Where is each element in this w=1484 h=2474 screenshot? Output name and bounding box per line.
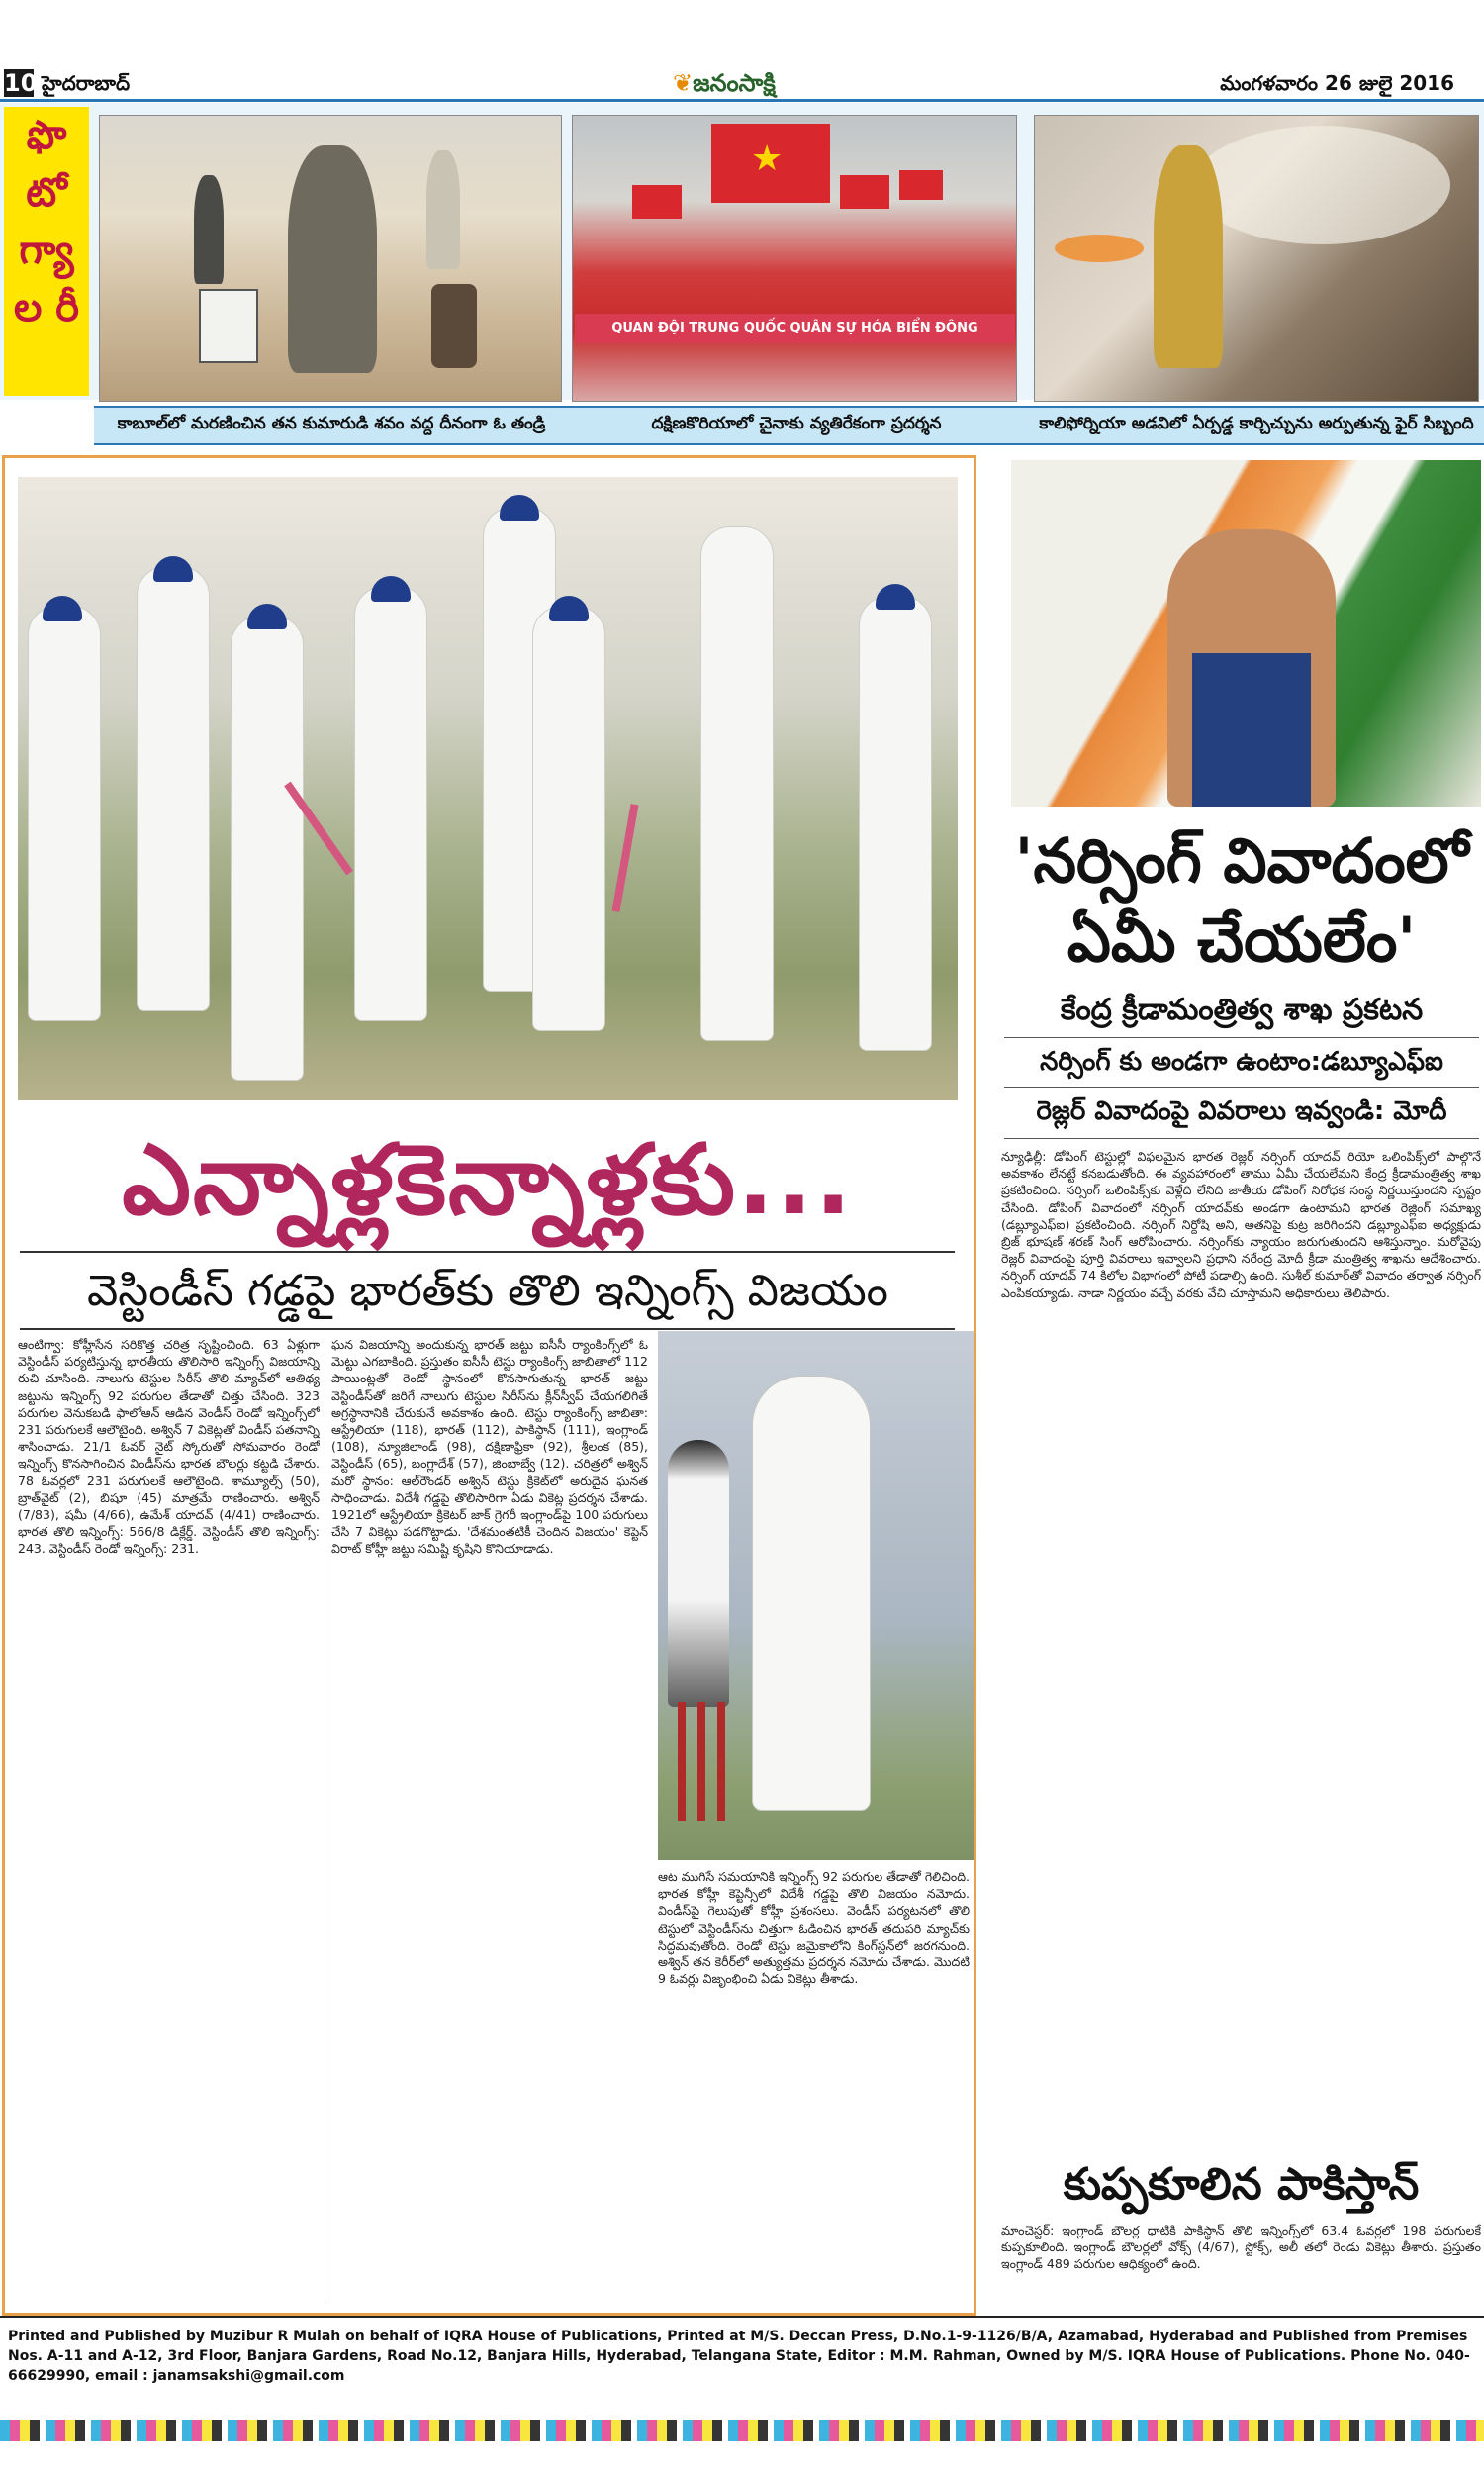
protest-flag [632, 185, 682, 219]
bowler-figure [752, 1376, 871, 1811]
firefighter-figure [1154, 145, 1223, 368]
memorial-portrait [199, 289, 258, 363]
flag-star-icon: ★ [751, 139, 784, 179]
narsingh-article: న్యూఢిల్లీ: డోపింగ్ టెస్టుల్లో విఫలమైన భారత రెజ్లర్ నర్సింగ్ యాదవ్ రియో ఒలింపిక్స్‌లో పాల్గొనే అవకాశం లేనట్టే కనబడుతోంది. ఈ వ్యవహారంలో తాము ఏమీ చేయలేమని కేంద్ర క్రీడామంత్రిత్వ శాఖ ప్రకటించింది. నర్సింగ్ ఒలింపిక్స్‌కు వెళ్లేది లేనిది జాతీయ డోపింగ్ నిరోధక సంస్థ నిర్ణయిస్తుందని స్పష్టం చేసింది. డోపింగ్ వివాదంలో నర్సింగ్ యాదవ్‌కు అండగా ఉంటామని భారత రెజ్లింగ్ సమాఖ్య (డబ్ల్యూఎఫ్ఐ) ప్రకటించింది. నర్సింగ్ నిర్దోషి అని, అతనిపై కుట్ర జరిగిందని డబ్ల్యూఎఫ్ఐ అధ్యక్షుడు బ్రిజ్ భూషణ్ శరణ్ సింగ్ ఆరోపించారు. నర్సింగ్‌కు న్యాయం జరుగుతుందని ఆశిస్తున్నాం. మరోవైపు రెజ్లర్ వివాదంపై పూర్తి వివరాలు ఇవ్వాలని ప్రధాని నరేంద్ర మోదీ క్రీడా మంత్రిత్వ శాఖను ఆదేశించారు. నర్సింగ్ యాదవ్ 74 కిలోల విభాగంలో పోటీ పడాల్సి ఉంది. సుశీల్ కుమార్‌తో వివాదం తర్వాత నర్సింగ్ ఎంపికయ్యాడు. నాడా నిర్ణయం వచ్చే వరకు వేచి చూస్తామని అధికారులు తెలిపారు. [1001, 1149, 1481, 1300]
cricket-article-col3: ఆట ముగిసే సమయానికి ఇన్నింగ్స్ 92 పరుగుల తేడాతో గెలిచింది. భారత కోహ్లీ కెప్టెన్సీలో విదేశీ గడ్డపై తొలి విజయం నమోదు. విండీస్‌పై గెలుపుతో కోహ్లీ ప్రశంసలు. వెండీస్ పర్యటనలో తొలి టెస్టులో వెస్టిండీస్‌ను చిత్తుగా ఓడించిన భారత్ తదుపరి మ్యాచ్‌కు సిద్ధమవుతోంది. రెండో టెస్టు జమైకాలోని కింగ్‌స్టన్‌లో జరగనుంది. అశ్విన్ తన కెరీర్‌లో అత్యుత్తమ ప్రదర్శన నమోదు చేశాడు. మొదటి 9 ఓవర్లు విజృంభించి ఏడు వికెట్లు తీశాడు. [658, 1869, 970, 1987]
team-cap [549, 596, 589, 621]
player-figure [532, 606, 605, 1031]
masthead-title: జనంసాక్షి [693, 69, 776, 97]
team-cap [876, 584, 915, 610]
narsingh-subhead-3: రెజ్లర్ వివాదంపై వివరాలు ఇవ్వండి: మోదీ [1036, 1096, 1447, 1126]
gallery-photo-fire [1034, 115, 1479, 402]
gallery-caption-1: కాబూల్‌లో మరణించిన తన కుమారుడి శవం వద్ద దీనంగా ఓ తండ్రి [117, 414, 546, 433]
footer-divider [0, 2316, 1484, 2318]
stump-souvenir [612, 804, 639, 912]
issue-date: మంగళవారం 26 జులై 2016 [1220, 71, 1454, 95]
cricket-headline: ఎన్నాళ్లకెన్నాళ్లకు... [122, 1124, 854, 1237]
pakistan-article: మాంచెస్టర్: ఇంగ్లాండ్ బౌలర్ల ధాటికి పాకిస్థాన్ తొలి ఇన్నింగ్స్‌లో 63.4 ఓవర్లలో 198 పరుగులకే కుప్పకూలింది. ఇంగ్లాండ్ బౌలర్లలో వోక్స్ (4/67), స్టోక్స్, అలీ తలో రెండు వికెట్లు తీశారు. ప్రస్తుతం ఇంగ్లాండ్ 489 పరుగుల ఆధిక్యంలో ఉంది. [1001, 2223, 1481, 2272]
gallery-photo-protest [572, 115, 1017, 402]
gallery-caption-2: దక్షిణకొరియాలో చైనాకు వ్యతిరేకంగా ప్రదర్శన [651, 414, 942, 433]
page-header [0, 0, 1484, 99]
grave-stone [431, 284, 477, 368]
player-figure [859, 596, 932, 1051]
team-cap [371, 576, 411, 602]
leaf-icon: ❦ [673, 69, 694, 97]
umpire-figure [668, 1440, 729, 1707]
cricket-article-col1: ఆంటిగ్వా: కోహ్లీసేన సరికొత్త చరిత్ర సృష్టించింది. 63 ఏళ్లుగా వెస్టిండీస్ పర్యటిస్తున్న భారతీయ తొలిసారి ఇన్నింగ్స్ విజయాన్ని రుచి చూసింది. నాలుగు టెస్టుల సిరీస్ తొలి మ్యాచ్‌లో ఆతిథ్య జట్టును ఇన్నింగ్స్ 92 పరుగుల తేడాతో చిత్తు చేసింది. 323 పరుగుల వెనుకబడి ఫాలోఆన్ ఆడిన వెండీస్ రెండో ఇన్నింగ్స్‌లో 231 పరుగులకే ఆలౌటైంది. అశ్విన్ 7 వికెట్లతో విండీస్ పతనాన్ని శాసించాడు. 21/1 ఓవర్ నైట్ స్కోరుతో సోమవారం రెండో ఇన్నింగ్స్ కొనసాగించిన విండీస్‌ను భారత బౌలర్లు కట్టడి చేశారు. 78 ఓవర్లలో 231 పరుగులకే ఆలౌటైంది. శామ్యూల్స్ (50), బ్రాత్‌వైట్ (2), బిషూ (45) మాత్రమే రాణించారు. అశ్విన్ (7/83), షమీ (4/66), ఉమేశ్ యాదవ్ (4/41) రాణించారు. భారత తొలి ఇన్నింగ్స్: 566/8 డిక్లేర్డ్. వెస్టిండీస్ తొలి ఇన్నింగ్స్: 243. వెస్టిండీస్ రెండో ఇన్నింగ్స్: 231. [18, 1337, 320, 1557]
color-register-bar [0, 2420, 1484, 2441]
narsingh-subhead-1: కేంద్ర క్రీడామంత్రిత్వ శాఖ ప్రకటన [1060, 993, 1424, 1027]
edition-city: హైదరాబాద్ [42, 71, 131, 95]
subheadline-divider [20, 1328, 955, 1330]
player-figure [137, 566, 210, 1011]
bystander-figure [426, 150, 460, 269]
player-figure [700, 526, 774, 1041]
team-cap [247, 604, 287, 629]
team-cap [500, 495, 539, 521]
player-figure [354, 586, 427, 1021]
cricket-article-col2: ఘన విజయాన్ని అందుకున్న భారత్ జట్టు ఐసీసీ ర్యాంకింగ్స్‌లో ఓ మెట్టు ఎగబాకింది. ప్రస్తుతం ఐసీసీ టెస్టు ర్యాంకింగ్స్ జాబితాలో 112 పాయింట్లతో రెండో స్థానంలో కొనసాగుతున్న భారత్ జట్టు వెస్టిండీస్‌తో జరిగే నాలుగు టెస్టుల సిరీస్‌ను క్లీన్‌స్వీప్ చేయగలిగితే అగ్రస్థానానికి చేరుకునే అవకాశం ఉంది. టెస్టు ర్యాంకింగ్స్ జాబితా: ఆస్ట్రేలియా (118), భారత్ (112), పాకిస్థాన్ (111), ఇంగ్లాండ్ (108), న్యూజిలాండ్ (98), దక్షిణాఫ్రికా (92), శ్రీలంక (85), వెస్టిండీస్ (65), బంగ్లాదేశ్ (57), జింబాబ్వే (12). చరిత్రలో అశ్విన్ మరో స్థానం: ఆల్‌రౌండర్ అశ్విన్ టెస్టు క్రికెట్‌లో అరుదైన ఘనత సాధించాడు. విదేశీ గడ్డపై తొలిసారిగా ఏడు వికెట్ల ప్రదర్శన చేశాడు. 1921లో ఆస్ట్రేలియా క్రికెటర్ జాక్ గ్రెగరీ ఇంగ్లాండ్‌పై 100 పరుగులు చేసి 7 వికెట్లు పడగొట్టాడు. 'దేశమంతటికీ చెందిన విజయం' కెప్టెన్ విరాట్ కోహ్లీ జట్టు సమిష్టి కృషిని కొనియాడాడు. [331, 1337, 648, 1557]
narsingh-subhead-2: నర్సింగ్ కు అండగా ఉంటాం:డబ్యూఎఫ్ఐ [1040, 1047, 1443, 1077]
protest-flag [840, 175, 889, 209]
narsingh-headline: 'నర్సింగ్ వివాదంలో ఏమీ చేయలేం' [1014, 824, 1469, 976]
header-divider [0, 99, 1484, 102]
subhead-divider [1004, 1037, 1479, 1038]
team-cap [43, 596, 82, 621]
fire-flames [1055, 235, 1144, 262]
team-cap [153, 556, 193, 582]
pakistan-headline: కుప్పకూలిన పాకిస్తాన్ [1063, 2159, 1420, 2210]
protest-banner: QUAN ĐỘI TRUNG QUỐC QUÂN SỰ HÓA BIỂN ĐÔNG [575, 314, 1015, 343]
headline-divider [20, 1251, 955, 1253]
print-imprint: Printed and Published by Muzibur R Mulah on behalf of IQRA House of Publications, Printed at M/S. Deccan Press, D.No.1-9-1126/B/A, Azamabad, Hyderabad and Published from Premises Nos. A-11 and A-12, 3rd Floor, Banjara Gardens, Road No.12, Banjara Hills, Hyderabad, Telangana State, Editor : M.M. Rahman, Owned by M/S. IQRA House of Publications. Phone No. 040-66629990, email : janamsakshi@gmail.com [8, 2329, 1470, 2384]
subhead-divider [1004, 1087, 1479, 1088]
wicket-stumps [678, 1702, 727, 1821]
photo-gallery-label: ఫొ టో గ్యా ల రీ [4, 107, 89, 396]
wrestler-singlet [1192, 653, 1311, 807]
player-figure [28, 606, 101, 1021]
gallery-photo-kabul [99, 115, 562, 402]
smoke-cloud [1193, 126, 1450, 244]
player-figure [231, 616, 304, 1081]
page-number: 10 [4, 69, 38, 97]
india-team-photo [18, 477, 958, 1100]
protest-flag [899, 170, 943, 200]
bystander-figure [194, 175, 224, 284]
gallery-caption-3: కాలిఫోర్నియా అడవిలో ఏర్పడ్డ కార్చిచ్చును అర్పుతున్న ఫైర్ సిబ్బంది [1039, 414, 1474, 433]
subhead-divider [1004, 1138, 1479, 1139]
cricket-subheadline: వెస్టిండీస్ గడ్డపై భారత్‌కు తొలి ఇన్నింగ్స్ విజయం [87, 1266, 888, 1316]
grieving-father-figure [288, 145, 377, 373]
newspaper-masthead [673, 69, 776, 103]
